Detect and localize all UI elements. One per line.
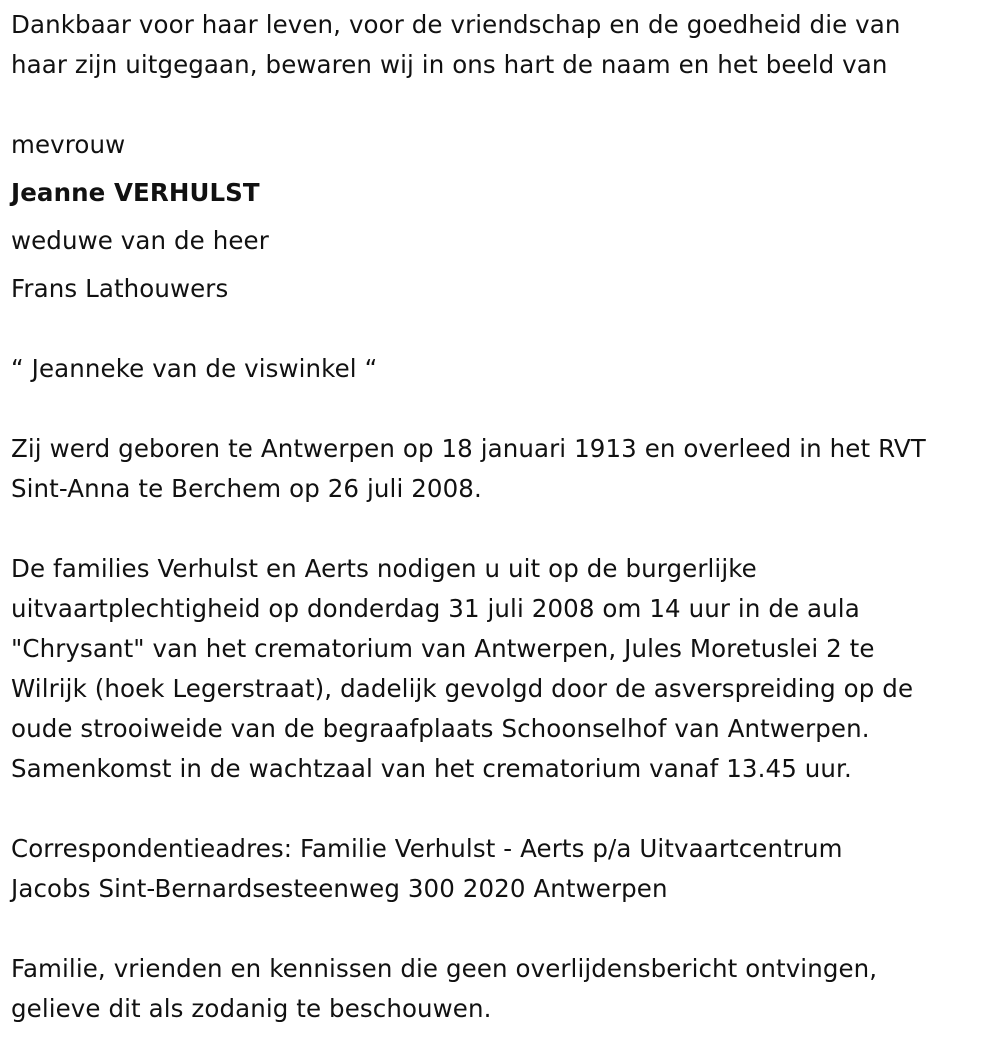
ceremony-line-4: Wilrijk (hoek Legerstraat), dadelijk gevolgd door de asverspreiding op de — [11, 674, 914, 703]
ceremony-line-1: De families Verhulst en Aerts nodigen u uit op de burgerlijke — [11, 554, 757, 583]
closing-line-1: Familie, vrienden en kennissen die geen overlijdensbericht ontvingen, — [11, 954, 878, 983]
ceremony-line-3: "Chrysant" van het crematorium van Antwerpen, Jules Moretuslei 2 te — [11, 634, 875, 663]
birth-death-line-1: Zij werd geboren te Antwerpen op 18 januari 1913 en overleed in het RVT — [11, 434, 926, 463]
ceremony-line-2: uitvaartplechtigheid op donderdag 31 juli 2008 om 14 uur in de aula — [11, 594, 860, 623]
relation: weduwe van de heer — [11, 226, 269, 255]
spouse-name: Frans Lathouwers — [11, 274, 229, 303]
ceremony-line-6: Samenkomst in de wachtzaal van het crematorium vanaf 13.45 uur. — [11, 754, 852, 783]
birth-death-line-2: Sint-Anna te Berchem op 26 juli 2008. — [11, 474, 482, 503]
deceased-name: Jeanne VERHULST — [11, 178, 260, 207]
nickname: “ Jeanneke van de viswinkel “ — [11, 354, 378, 383]
correspondence-line-1: Correspondentieadres: Familie Verhulst - Aerts p/a Uitvaartcentrum — [11, 834, 843, 863]
correspondence-line-2: Jacobs Sint-Bernardsesteenweg 300 2020 Antwerpen — [11, 874, 668, 903]
intro-line-2: haar zijn uitgegaan, bewaren wij in ons hart de naam en het beeld van — [11, 50, 888, 79]
closing-line-2: gelieve dit als zodanig te beschouwen. — [11, 994, 492, 1023]
honorific: mevrouw — [11, 130, 126, 159]
ceremony-line-5: oude strooiweide van de begraafplaats Schoonselhof van Antwerpen. — [11, 714, 870, 743]
intro-line-1: Dankbaar voor haar leven, voor de vriendschap en de goedheid die van — [11, 10, 901, 39]
